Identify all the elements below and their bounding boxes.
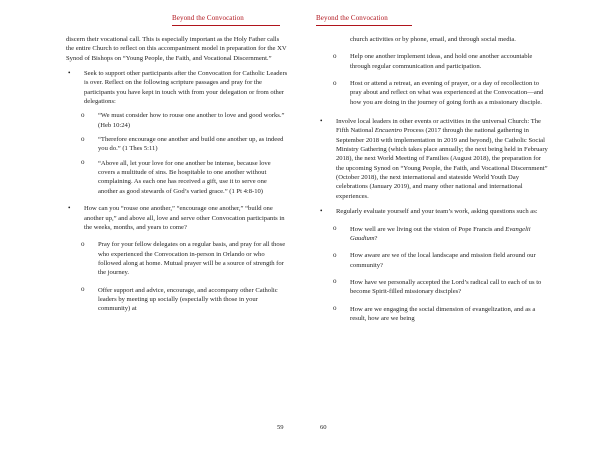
sub-bullet-text: Help one another implement ideas, and hold one another accountable through regular communication and participation. xyxy=(350,53,533,70)
running-head: Beyond the Convocation xyxy=(316,14,412,26)
sub-bullet-icon: o xyxy=(81,158,85,167)
sub-bullet-text: Offer support and advice, encourage, and accompany other Catholic leaders by meeting up socially (especially with those in your community) at xyxy=(98,286,278,313)
bullet-text-start: Involve local leaders in other events or activities in the universal Church: The Fifth National xyxy=(336,118,541,135)
sub-bullet-icon: o xyxy=(333,51,337,60)
scripture-quote: “Therefore encourage one another and build one another up, as indeed you do.” (1 Thes 5:11) xyxy=(98,136,284,153)
bullet-text: Regularly evaluate yourself and your team’s work, asking questions such as: xyxy=(336,208,538,216)
page-number: 59 xyxy=(277,424,284,431)
bullet-item xyxy=(318,207,548,216)
sub-bullet-icon: o xyxy=(333,78,337,87)
sub-bullet-icon: o xyxy=(81,285,85,294)
bullet-text: Seek to support other participants after the Convocation for Catholic Leaders is over. Reflect on the following scripture passages and pray for the participants you have kept in touch with from your delegation or from other delegations: xyxy=(84,70,288,106)
bullet-item xyxy=(318,117,548,201)
bullet-text-end: Process (2017 through the national gathering in September 2018 with implementation in 2019 and beyond), the Catholic Social Ministry Gathering (which takes place annually; the next being held in February 2018), the next World Meeting of Families (August 2018), the preparation for the upcoming Synod on “Young People, the Faith, and Vocational Discernment” (October 2018), the next international and stateside World Youth Day celebrations (January 2019), and many other national and international experiences. xyxy=(336,127,548,200)
bullet-item xyxy=(66,69,288,106)
sub-bullet-item xyxy=(318,52,548,71)
sub-bullet-icon: o xyxy=(81,239,85,248)
sub-bullet-icon: o xyxy=(333,224,337,232)
scripture-quote: “Above all, let your love for one another be intense, because love covers a multitude of sins. Be hospitable to one another without complaining. As each one has received a gift, use it to serve one another as good stewards of God’s varied grace.” (1 Pt 4:8-10) xyxy=(98,159,271,195)
bullet-icon: • xyxy=(68,69,71,78)
sub-bullet-item xyxy=(66,240,288,277)
question-text-end: ? xyxy=(374,234,378,242)
sub-bullet-text: Pray for your fellow delegates on a regular basis, and pray for all those who experienced the Convocation in-person in Orlando or who followed along at home. Mutual prayer will be a source of strength for the journey. xyxy=(98,241,286,277)
sub-bullet-item xyxy=(66,286,288,314)
question-text: How aware are we of the local landscape and mission field around our community? xyxy=(350,252,536,269)
page-number: 60 xyxy=(320,424,327,431)
sub-bullet-icon: o xyxy=(81,134,85,143)
sub-bullet-item xyxy=(66,159,288,196)
sub-bullet-item xyxy=(66,135,288,154)
question-text: How have we personally accepted the Lord’s radical call to each of us to become Spirit-filled missionary disciples? xyxy=(350,278,542,296)
sub-bullet-icon: o xyxy=(81,110,85,119)
bullet-text: How can you “rouse one another,” “encourage one another,” “build one another up,” and above all, love and serve other Convocation participants in the weeks, months, and years to come? xyxy=(84,205,285,231)
page-body xyxy=(318,35,548,323)
intro-paragraph: discern their vocational call. This is especially important as the Holy Father calls the entire Church to reflect on this accompaniment model in preparation for the XV Synod of Bishops on “Young People, the Faith, and Vocational Discernment.” xyxy=(66,36,287,62)
italic-title: Evangelii Gaudium xyxy=(350,225,531,242)
sub-bullet-item xyxy=(318,225,548,244)
sub-bullet-icon: o xyxy=(333,304,337,313)
continued-text: church activities or by phone, email, and through social media. xyxy=(350,36,516,43)
question-text: How are we engaging the social dimension of evangelization, and as a result, how are we being xyxy=(350,305,536,322)
sub-bullet-item xyxy=(66,111,288,130)
scripture-quote: “We must consider how to rouse one another to love and good works.” (Heb 10:24) xyxy=(98,112,285,129)
sub-bullet-item xyxy=(318,278,548,297)
question-text-start: How well are we living out the vision of Pope Francis and xyxy=(350,225,506,233)
sub-bullet-text: Host or attend a retreat, an evening of prayer, or a day of recollection to pray about and reflect on what was experienced at the Convocation—and how you are doing in the journey of going forth as a missionary disciple. xyxy=(350,80,544,106)
bullet-item xyxy=(66,204,288,232)
italic-title: Encuentro xyxy=(374,127,403,135)
bullet-icon: • xyxy=(68,204,71,213)
sub-bullet-item xyxy=(318,251,548,270)
sub-bullet-icon: o xyxy=(333,250,337,259)
sub-bullet-icon: o xyxy=(333,277,337,286)
right-page xyxy=(300,0,600,450)
bullet-icon: • xyxy=(320,117,323,126)
sub-bullet-item xyxy=(318,305,548,324)
bullet-icon: • xyxy=(320,207,323,216)
page-body xyxy=(66,35,288,314)
sub-bullet-item xyxy=(318,79,548,107)
running-head: Beyond the Convocation xyxy=(172,14,280,26)
